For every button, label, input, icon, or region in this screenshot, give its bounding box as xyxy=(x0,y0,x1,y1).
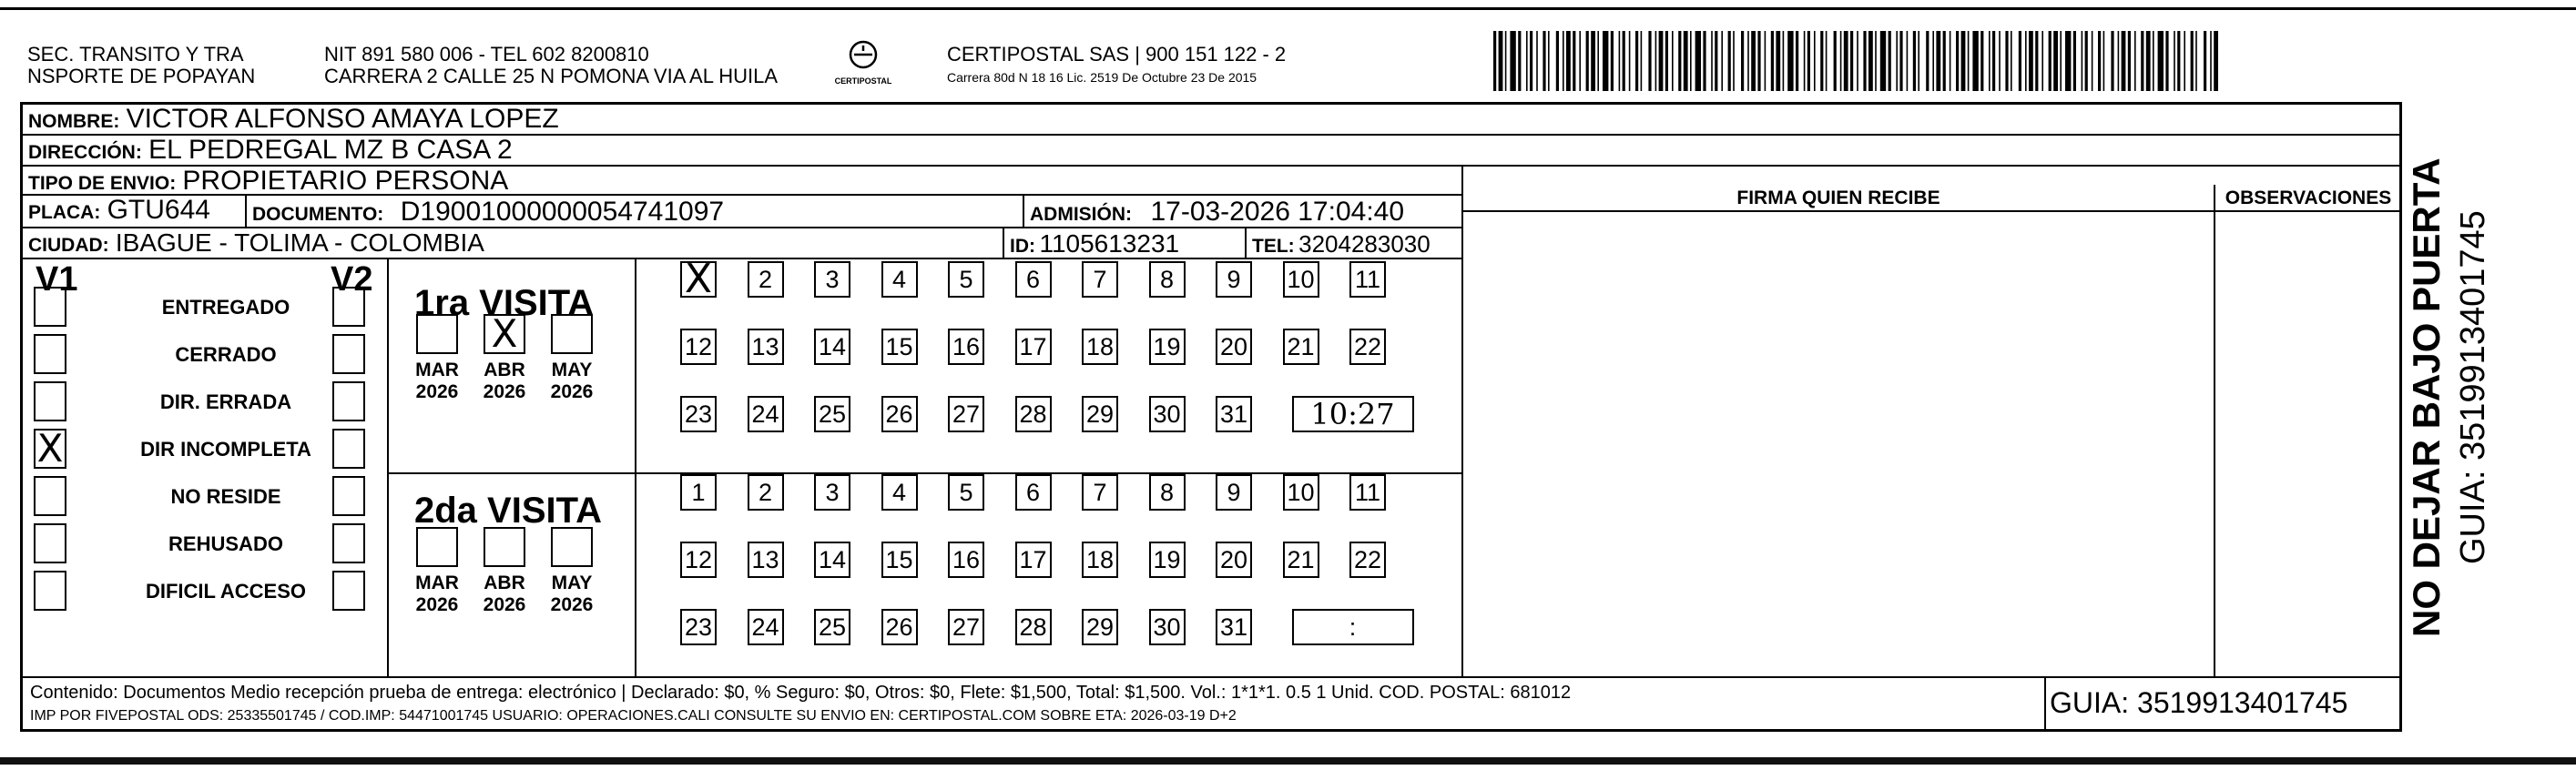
id-divider xyxy=(1003,228,1004,259)
v1-checkbox xyxy=(34,287,66,327)
barcode-bar xyxy=(2085,31,2088,91)
barcode-bar xyxy=(1721,31,1723,91)
barcode-bar xyxy=(2204,31,2206,91)
barcode-bar xyxy=(1875,31,1877,91)
day-box: 3 xyxy=(814,474,850,511)
tel-cell xyxy=(1252,228,1431,264)
barcode-bar xyxy=(1926,31,1929,91)
day-box: 30 xyxy=(1149,609,1186,645)
v1-checkbox xyxy=(34,523,66,563)
month-name: MAR xyxy=(415,572,459,593)
month-name: ABR xyxy=(484,360,525,380)
barcode xyxy=(1493,31,2222,91)
footer-imp: IMP POR FIVEPOSTAL ODS: 25335501745 / COD.IMP: 54471001745 USUARIO: OPERACIONES.CALI CONSULTE SU ENVIO EN: CERTIPOSTAL.COM SOBRE ETA: 2026-03-19 D+2 xyxy=(30,708,1237,724)
day-box: 2 xyxy=(748,474,784,511)
barcode-bar xyxy=(1659,31,1664,91)
day-box: 11 xyxy=(1349,261,1386,298)
status-label: NO RESIDE xyxy=(170,485,281,508)
nit-line2: CARRERA 2 CALLE 25 N POMONA VIA AL HUILA xyxy=(324,65,779,87)
barcode-bar xyxy=(1536,31,1538,91)
month-checkbox xyxy=(484,527,525,567)
day-box: 10 xyxy=(1283,261,1319,298)
day-box: 15 xyxy=(881,329,918,365)
barcode-bar xyxy=(1918,31,1919,91)
v2-checkbox xyxy=(332,334,365,374)
barcode-bar xyxy=(1579,31,1581,91)
barcode-bar xyxy=(2210,31,2212,91)
tipo-value: PROPIETARIO PERSONA xyxy=(182,166,509,196)
barcode-bar xyxy=(1518,31,1521,91)
day-box: X xyxy=(680,261,717,298)
admision-divider xyxy=(1023,196,1024,228)
barcode-bar xyxy=(1556,31,1559,91)
day-box: 31 xyxy=(1216,609,1252,645)
id-value: 1105613231 xyxy=(1039,229,1180,258)
direccion-value: EL PEDREGAL MZ B CASA 2 xyxy=(148,135,513,165)
month-name: MAY xyxy=(551,360,593,380)
barcode-bar xyxy=(1932,31,1934,91)
day-box: 22 xyxy=(1349,542,1386,578)
day-box: 20 xyxy=(1216,542,1252,578)
v2-checkbox xyxy=(332,429,365,469)
month-checkbox xyxy=(416,527,458,567)
day-box: 23 xyxy=(680,609,717,645)
top-border xyxy=(0,7,2576,10)
barcode-bar xyxy=(2029,31,2033,91)
barcode-bar xyxy=(1776,31,1780,91)
day-box: 28 xyxy=(1015,609,1052,645)
tipo-row xyxy=(23,167,1461,196)
barcode-bar xyxy=(1695,31,1701,91)
barcode-bar xyxy=(1787,31,1793,91)
barcode-bar xyxy=(1619,31,1621,91)
barcode-bar xyxy=(1863,31,1866,91)
barcode-bar xyxy=(1783,31,1785,91)
month-year: 2026 xyxy=(483,381,526,402)
barcode-bar xyxy=(1623,31,1625,91)
barcode-bar xyxy=(2158,31,2164,91)
barcode-bar xyxy=(1733,31,1735,91)
status-label: DIR INCOMPLETA xyxy=(140,438,311,461)
v1-checkbox xyxy=(34,571,66,611)
barcode-bar xyxy=(2005,31,2008,91)
month-checkbox xyxy=(416,314,458,354)
barcode-bar xyxy=(1510,31,1515,91)
barcode-bar xyxy=(1665,31,1668,91)
footer-guia-divider xyxy=(2044,676,2046,729)
admision-label: ADMISIÓN: xyxy=(1030,204,1132,225)
barcode-bar xyxy=(2177,31,2180,91)
barcode-bar xyxy=(2019,31,2021,91)
barcode-bar xyxy=(1751,31,1756,91)
barcode-bar xyxy=(2092,31,2093,91)
day-box: 24 xyxy=(748,396,784,432)
barcode-bar xyxy=(1611,31,1614,91)
v2-checkbox xyxy=(332,287,365,327)
sender-line1: SEC. TRANSITO Y TRA xyxy=(27,43,244,66)
visit1-title: 1ra VISITA xyxy=(414,283,595,323)
month-label xyxy=(410,360,464,403)
day-box: 20 xyxy=(1216,329,1252,365)
day-box: 16 xyxy=(948,329,984,365)
barcode-bar xyxy=(1648,31,1651,91)
month-label xyxy=(477,360,532,403)
nombre-label: NOMBRE: xyxy=(28,111,120,132)
logo-text: CERTIPOSTAL xyxy=(834,76,892,86)
barcode-bar xyxy=(1943,31,1946,91)
day-box: 26 xyxy=(881,396,918,432)
barcode-bar xyxy=(2214,31,2218,91)
delivery-form xyxy=(20,102,2402,732)
month-label xyxy=(410,572,464,616)
month-label xyxy=(545,572,599,616)
day-box: 22 xyxy=(1349,329,1386,365)
barcode-bar xyxy=(2060,31,2062,91)
barcode-bar xyxy=(1804,31,1806,91)
v2-checkbox xyxy=(332,476,365,516)
observaciones-header: OBSERVACIONES xyxy=(2215,185,2401,212)
documento-cell xyxy=(252,196,724,233)
day-box: 1 xyxy=(680,474,717,511)
day-box: 25 xyxy=(814,396,850,432)
barcode-bar xyxy=(1672,31,1674,91)
v1-checkbox xyxy=(34,334,66,374)
barcode-bar xyxy=(2128,31,2131,91)
tel-divider xyxy=(1245,228,1247,259)
side-warning: NO DEJAR BAJO PUERTA xyxy=(2405,157,2448,637)
placa-divider xyxy=(245,196,247,228)
barcode-bar xyxy=(1907,31,1909,91)
month-year: 2026 xyxy=(550,381,594,402)
barcode-bar xyxy=(1597,31,1599,91)
barcode-bar xyxy=(1956,31,1959,91)
status-label: DIFICIL ACCESO xyxy=(145,580,306,603)
barcode-bar xyxy=(1844,31,1848,91)
barcode-bar xyxy=(1834,31,1837,91)
barcode-bar xyxy=(1972,31,1978,91)
day-box: 19 xyxy=(1149,329,1186,365)
placa-label: PLACA: xyxy=(28,202,101,223)
visit2-title: 2da VISITA xyxy=(414,491,602,531)
barcode-bar xyxy=(1678,31,1681,91)
v2-checkbox xyxy=(332,571,365,611)
barcode-bar xyxy=(2191,31,2194,91)
barcode-bar xyxy=(1641,31,1643,91)
barcode-bar xyxy=(1703,31,1705,91)
v2-checkbox xyxy=(332,523,365,563)
day-box: 29 xyxy=(1082,396,1118,432)
day-box: 27 xyxy=(948,609,984,645)
barcode-bar xyxy=(1573,31,1575,91)
barcode-bar xyxy=(2082,31,2083,91)
barcode-bar xyxy=(2195,31,2197,91)
day-box: 23 xyxy=(680,396,717,432)
barcode-bar xyxy=(2141,31,2143,91)
barcode-bar xyxy=(1999,31,2001,91)
company-line2: Carrera 80d N 18 16 Lic. 2519 De Octubre 23 De 2015 xyxy=(947,70,1257,85)
v1-checkbox xyxy=(34,426,66,471)
barcode-bar xyxy=(1530,31,1532,91)
firma-column-divider xyxy=(1461,167,1463,676)
barcode-bar xyxy=(2025,31,2027,91)
day-box: 12 xyxy=(680,542,717,578)
tipo-label: TIPO DE ENVIO: xyxy=(28,173,177,194)
nombre-value: VICTOR ALFONSO AMAYA LOPEZ xyxy=(126,104,559,134)
v1-checkbox xyxy=(34,381,66,421)
month-checkbox xyxy=(484,311,525,356)
day-box: 17 xyxy=(1015,329,1052,365)
barcode-bar xyxy=(1796,31,1798,91)
day-box: 7 xyxy=(1082,261,1118,298)
barcode-bar xyxy=(1715,31,1717,91)
day-box: 18 xyxy=(1082,329,1118,365)
month-year: 2026 xyxy=(415,381,459,402)
day-box: 29 xyxy=(1082,609,1118,645)
month-mark: X xyxy=(491,311,518,356)
barcode-bar xyxy=(1757,31,1760,91)
day-box: 14 xyxy=(814,329,850,365)
barcode-bar xyxy=(2073,31,2076,91)
barcode-bar xyxy=(1968,31,1970,91)
admision-value: 17-03-2026 17:04:40 xyxy=(1150,197,1405,227)
day-box: 5 xyxy=(948,474,984,511)
checkbox-mark: X xyxy=(36,426,64,471)
barcode-bar xyxy=(2049,31,2052,91)
day-box: 17 xyxy=(1015,542,1052,578)
barcode-bar xyxy=(1566,31,1571,91)
status-label: CERRADO xyxy=(175,343,277,366)
visit-title-divider xyxy=(635,259,636,678)
barcode-bar xyxy=(1850,31,1853,91)
barcode-bar xyxy=(1635,31,1638,91)
day-box: 21 xyxy=(1283,329,1319,365)
v1-checkbox xyxy=(34,476,66,516)
month-checkbox xyxy=(551,527,593,567)
tel-label: TEL: xyxy=(1252,236,1295,257)
barcode-bar xyxy=(1896,31,1898,91)
barcode-bar xyxy=(1741,31,1744,91)
barcode-bar xyxy=(2035,31,2038,91)
barcode-bar xyxy=(1543,31,1545,91)
barcode-bar xyxy=(1820,31,1823,91)
month-name: ABR xyxy=(484,572,525,593)
barcode-bar xyxy=(1961,31,1966,91)
day-box: 27 xyxy=(948,396,984,432)
barcode-bar xyxy=(1747,31,1749,91)
status-divider xyxy=(387,259,389,678)
bottom-border xyxy=(0,757,2576,765)
day-box: 8 xyxy=(1149,261,1186,298)
barcode-bar xyxy=(1526,31,1528,91)
status-label: REHUSADO xyxy=(168,532,283,555)
month-year: 2026 xyxy=(415,594,459,615)
barcode-bar xyxy=(1548,31,1550,91)
day-box: 6 xyxy=(1015,261,1052,298)
day-box: 15 xyxy=(881,542,918,578)
day-box: 3 xyxy=(814,261,850,298)
day-box: 9 xyxy=(1216,261,1252,298)
barcode-bar xyxy=(2184,31,2185,91)
ciudad-value: IBAGUE - TOLIMA - COLOMBIA xyxy=(115,228,484,257)
day-box: 16 xyxy=(948,542,984,578)
barcode-bar xyxy=(1690,31,1692,91)
placa-value: GTU644 xyxy=(107,195,210,225)
barcode-bar xyxy=(1826,31,1828,91)
month-name: MAR xyxy=(415,360,459,380)
month-label xyxy=(477,572,532,616)
company-line1: CERTIPOSTAL SAS | 900 151 122 - 2 xyxy=(947,43,1287,66)
day-box: 8 xyxy=(1149,474,1186,511)
barcode-bar xyxy=(1840,31,1842,91)
barcode-bar xyxy=(2041,31,2043,91)
barcode-bar xyxy=(2098,31,2101,91)
barcode-bar xyxy=(1684,31,1688,91)
barcode-bar xyxy=(2146,31,2151,91)
documento-value: D19001000000054741097 xyxy=(400,197,725,227)
firma-header: FIRMA QUIEN RECIBE xyxy=(1463,185,2214,212)
day-box: 7 xyxy=(1082,474,1118,511)
side-guia: GUIA: 3519913401745 xyxy=(2454,210,2492,564)
barcode-bar xyxy=(2103,31,2105,91)
barcode-bar xyxy=(1765,31,1767,91)
barcode-bar xyxy=(1711,31,1713,91)
barcode-bar xyxy=(1728,31,1731,91)
day-box: 9 xyxy=(1216,474,1252,511)
barcode-bar xyxy=(1889,31,1891,91)
day-box: 18 xyxy=(1082,542,1118,578)
barcode-bar xyxy=(2165,31,2168,91)
day-box: 13 xyxy=(748,542,784,578)
barcode-bar xyxy=(1629,31,1631,91)
ciudad-label: CIUDAD: xyxy=(28,235,109,256)
barcode-bar xyxy=(1868,31,1873,91)
nombre-row xyxy=(23,105,2399,136)
barcode-bar xyxy=(2053,31,2058,91)
documento-label: DOCUMENTO: xyxy=(252,204,384,225)
barcode-bar xyxy=(1913,31,1916,91)
day-box: 19 xyxy=(1149,542,1186,578)
day-box: 31 xyxy=(1216,396,1252,432)
barcode-bar xyxy=(2174,31,2175,91)
footer-guia: GUIA: 3519913401745 xyxy=(2050,686,2348,719)
barcode-bar xyxy=(1899,31,1902,91)
time-box: 10:27 xyxy=(1292,396,1414,432)
barcode-bar xyxy=(1586,31,1589,91)
barcode-bar xyxy=(2134,31,2136,91)
barcode-bar xyxy=(1807,31,1810,91)
day-box: 25 xyxy=(814,609,850,645)
month-year: 2026 xyxy=(483,594,526,615)
day-box: 24 xyxy=(748,609,784,645)
barcode-bar xyxy=(1505,31,1507,91)
barcode-bar xyxy=(1655,31,1657,91)
barcode-bar xyxy=(1989,31,1991,91)
barcode-bar xyxy=(1950,31,1951,91)
status-label: ENTREGADO xyxy=(161,296,290,319)
month-name: MAY xyxy=(551,572,593,593)
barcode-bar xyxy=(1814,31,1816,91)
barcode-bar xyxy=(1603,31,1608,91)
day-box: 26 xyxy=(881,609,918,645)
barcode-bar xyxy=(1992,31,1995,91)
month-label xyxy=(545,360,599,403)
barcode-bar xyxy=(1499,31,1503,91)
barcode-bar xyxy=(1857,31,1858,91)
certipostal-logo xyxy=(827,36,900,89)
day-box: 30 xyxy=(1149,396,1186,432)
barcode-bar xyxy=(2065,31,2071,91)
day-box: 5 xyxy=(948,261,984,298)
direccion-label: DIRECCIÓN: xyxy=(28,142,142,163)
id-cell xyxy=(1010,228,1179,264)
day-box: 11 xyxy=(1349,474,1386,511)
v1-label: V1 xyxy=(36,260,78,299)
barcode-bar xyxy=(1880,31,1886,91)
day-box: 10 xyxy=(1283,474,1319,511)
sender-line2: NSPORTE DE POPAYAN xyxy=(27,65,256,87)
v2-label: V2 xyxy=(331,260,373,299)
nit-line1: NIT 891 580 006 - TEL 602 8200810 xyxy=(324,43,649,66)
admision-cell xyxy=(1030,196,1404,233)
barcode-bar xyxy=(1771,31,1774,91)
footer-contenido: Contenido: Documentos Medio recepción prueba de entrega: electrónico | Declarado: $0, % Seguro: $0, Otros: $0, Flete: $1,500, Total: $1,500. Vol.: 1*1*1. 0.5 1 Unid. COD. POSTAL: 681012 xyxy=(30,683,1572,703)
barcode-bar xyxy=(2153,31,2154,91)
day-box: 6 xyxy=(1015,474,1052,511)
month-year: 2026 xyxy=(550,594,594,615)
tel-value: 3204283030 xyxy=(1298,230,1431,258)
time-box: : xyxy=(1292,609,1414,645)
direccion-row xyxy=(23,136,2399,167)
barcode-bar xyxy=(1493,31,1496,91)
day-box: 2 xyxy=(748,261,784,298)
barcode-bar xyxy=(2118,31,2120,91)
barcode-bar xyxy=(1936,31,1940,91)
day-box: 13 xyxy=(748,329,784,365)
day-box: 12 xyxy=(680,329,717,365)
obs-column-divider xyxy=(2214,185,2215,676)
day-box: 4 xyxy=(881,261,918,298)
day-box: 14 xyxy=(814,542,850,578)
id-label: ID: xyxy=(1010,236,1035,257)
day-box: 28 xyxy=(1015,396,1052,432)
status-label: DIR. ERRADA xyxy=(159,390,292,413)
day-box: 21 xyxy=(1283,542,1319,578)
v2-checkbox xyxy=(332,381,365,421)
month-checkbox xyxy=(551,314,593,354)
barcode-bar xyxy=(2122,31,2126,91)
barcode-bar xyxy=(1980,31,1983,91)
barcode-bar xyxy=(1563,31,1564,91)
barcode-bar xyxy=(1591,31,1595,91)
barcode-bar xyxy=(2011,31,2012,91)
barcode-bar xyxy=(2111,31,2113,91)
day-box: 4 xyxy=(881,474,918,511)
